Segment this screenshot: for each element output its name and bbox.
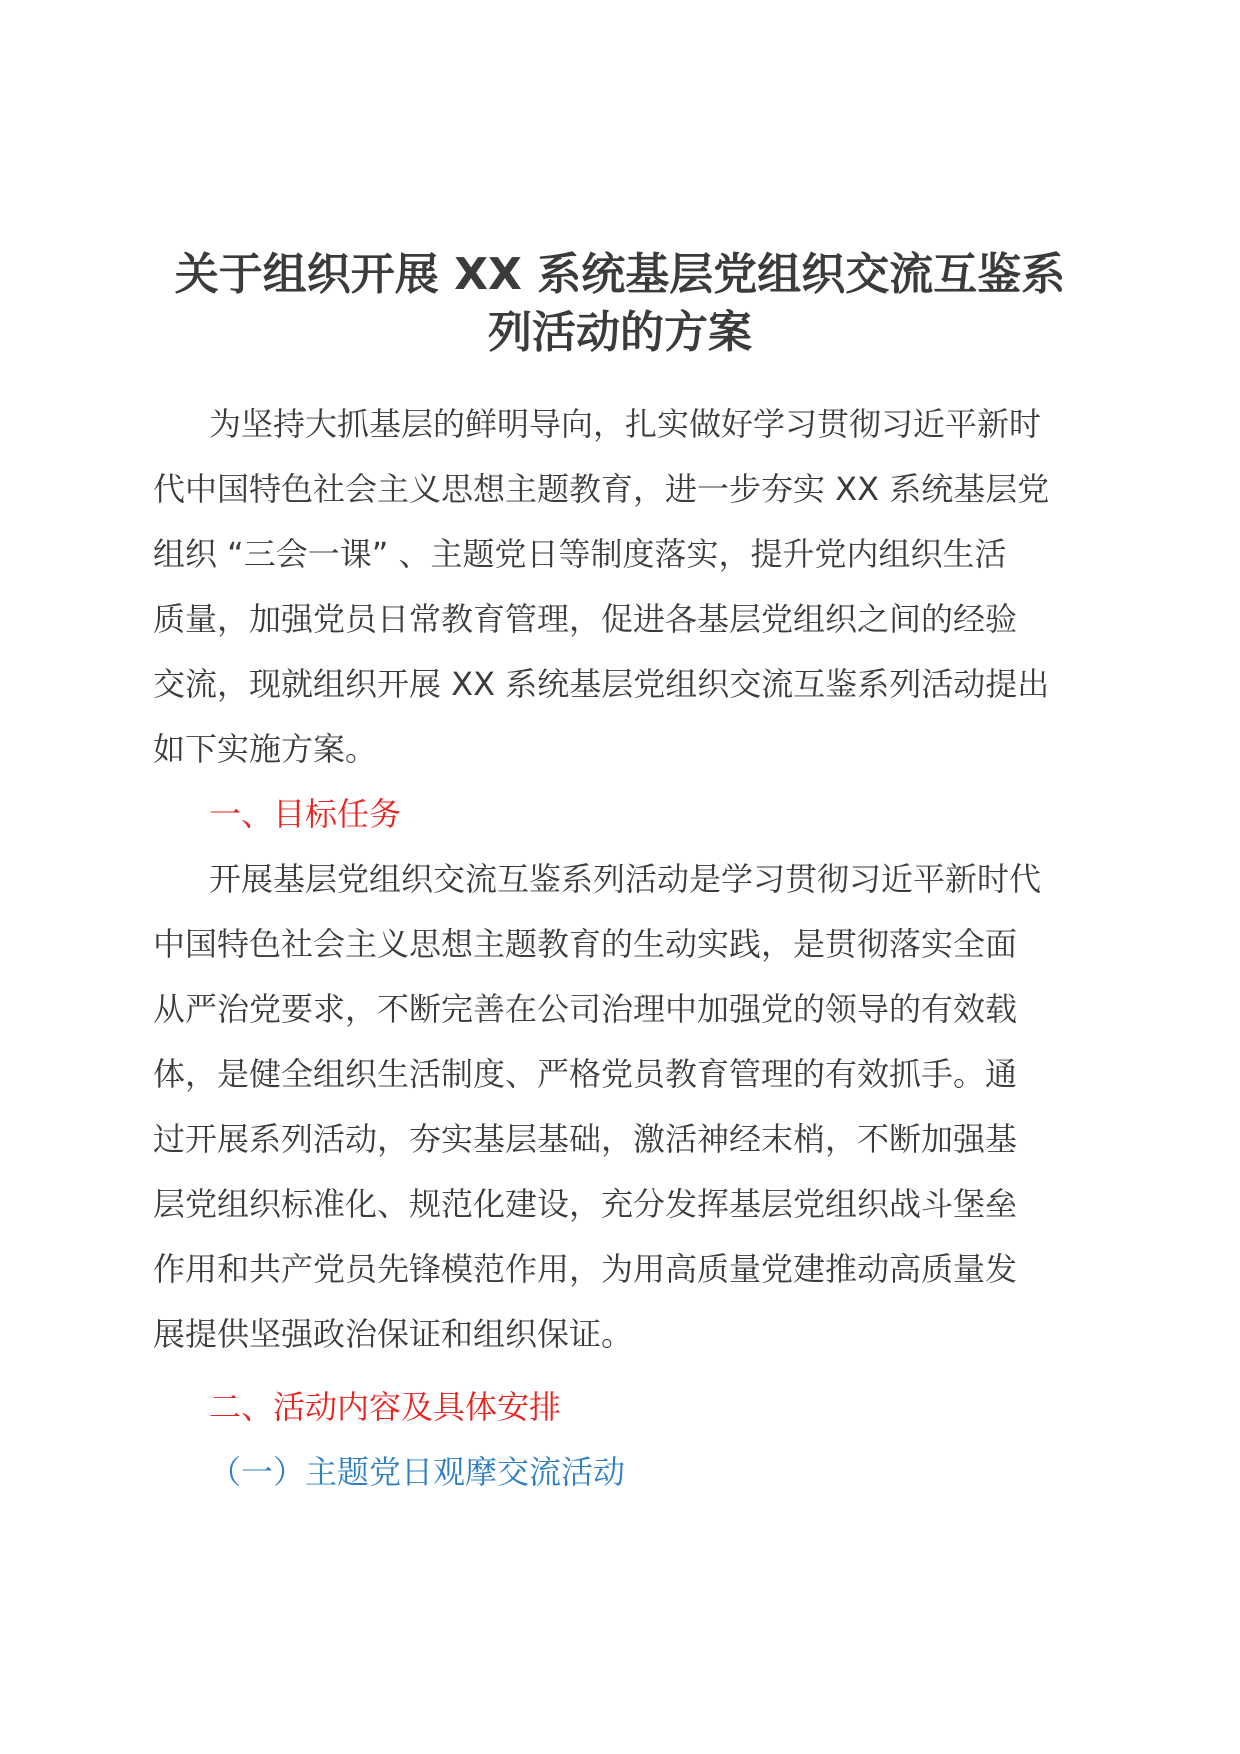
paragraph-line: 中国特色社会主义思想主题教育的生动实践，是贯彻落实全面 [153,925,1018,963]
paragraph-line: 开展基层党组织交流互鉴系列活动是学习贯彻习近平新时代 [209,860,1042,898]
subsection-heading-theme-day: （一）主题党日观摩交流活动 [209,1453,626,1491]
paragraph-line: 组织 “三会一课” 、主题党日等制度落实，提升党内组织生活 [153,535,1007,573]
section-heading-goals: 一、目标任务 [209,795,402,833]
spacer [153,1367,1087,1375]
section-heading-activities: 二、活动内容及具体安排 [209,1388,562,1426]
document-body [153,392,1087,1505]
paragraph-line: 交流，现就组织开展 XX 系统基层党组织交流互鉴系列活动提出 [153,665,1050,703]
goals-paragraph [153,847,1087,1367]
document-title [153,246,1087,362]
paragraph-line: 层党组织标准化、规范化建设，充分发挥基层党组织战斗堡垒 [153,1185,1018,1223]
document-page [153,246,1087,1505]
paragraph-line: 过开展系列活动，夯实基层基础，激活神经末梢，不断加强基 [153,1120,1018,1158]
paragraph-line: 展提供坚强政治保证和组织保证。 [153,1315,634,1353]
paragraph-line: 作用和共产党员先锋模范作用，为用高质量党建推动高质量发 [153,1250,1018,1288]
title-line-2: 列活动的方案 [488,307,752,358]
paragraph-line: 体，是健全组织生活制度、严格党员教育管理的有效抓手。通 [153,1055,1018,1093]
paragraph-line: 代中国特色社会主义思想主题教育，进一步夯实 XX 系统基层党 [153,470,1050,508]
paragraph-line: 质量，加强党员日常教育管理，促进各基层党组织之间的经验 [153,600,1018,638]
paragraph-line: 为坚持大抓基层的鲜明导向，扎实做好学习贯彻习近平新时 [209,405,1042,443]
paragraph-line: 如下实施方案。 [153,730,378,768]
intro-paragraph [153,392,1087,782]
title-line-1: 关于组织开展 XX 系统基层党组织交流互鉴系 [174,249,1066,300]
paragraph-line: 从严治党要求，不断完善在公司治理中加强党的领导的有效载 [153,990,1018,1028]
